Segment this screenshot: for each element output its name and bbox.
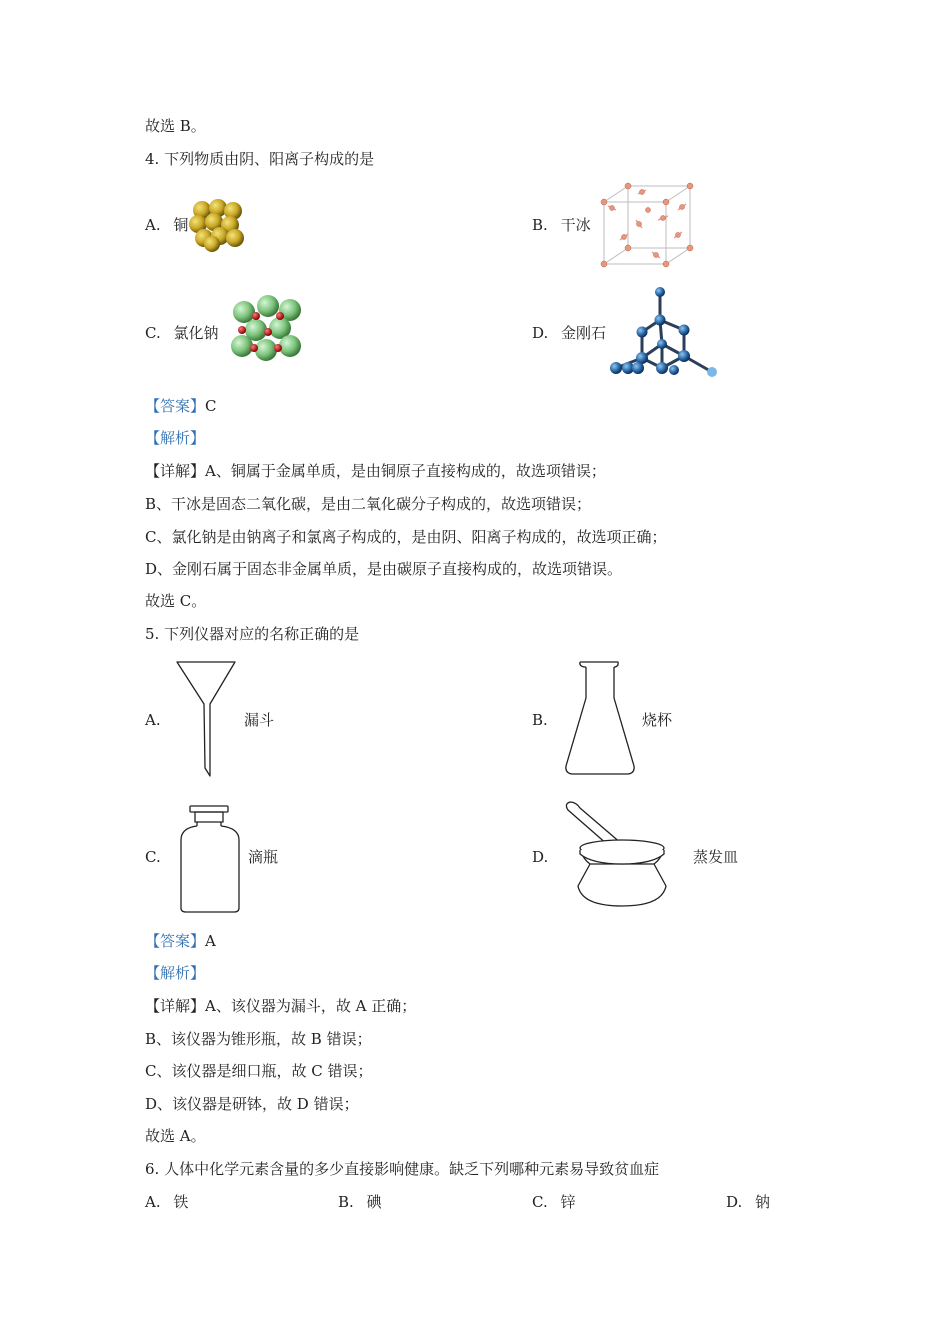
q5-answer-value: A [205,932,216,950]
q5-detail-line: C、该仪器是细口瓶，故 C 错误； [145,1062,373,1080]
q4-stem: 4. 下列物质由阴、阳离子构成的是 [145,150,375,168]
q5-detail-line: 【详解】A、该仪器为漏斗，故 A 正确； [145,997,417,1015]
q4-option-d [532,323,606,343]
q5-stem: 5. 下列仪器对应的名称正确的是 [145,625,360,643]
q4-option-b [532,215,591,235]
q6-option-b [338,1192,382,1212]
sodium-chloride-structure-image [228,296,304,364]
q5-option-b-letter: B. [532,711,548,729]
q6-option-d-letter: D. [726,1193,743,1211]
q6-option-a [145,1192,188,1212]
q5-option-a-letter: A. [145,711,161,729]
q4-answer-value: C [205,397,217,415]
q4-option-b-letter: B. [532,216,548,234]
q5-option-d-text: 蒸发皿 [693,848,739,866]
q5-conclusion: 故选 A。 [145,1127,206,1145]
q4-option-a-letter: A. [145,216,161,234]
q4-option-a-text: 铜 [173,216,189,234]
q6-option-a-text: 铁 [173,1193,189,1211]
q6-option-d [726,1192,770,1212]
q6-option-c-text: 锌 [560,1193,576,1211]
q4-detail-line: C、氯化钠是由钠离子和氯离子构成的，是由阴、阳离子构成的，故选项正确； [145,528,667,546]
q4-detail-line: B、干冰是固态二氧化碳，是由二氧化碳分子构成的，故选项错误； [145,495,592,513]
q6-option-b-letter: B. [338,1193,354,1211]
q4-analysis-tag: 【解析】 [145,429,206,447]
q4-answer-tag: 【答案】 [145,397,206,415]
q4-conclusion: 故选 C。 [145,592,207,610]
q4-option-d-text: 金刚石 [561,324,607,342]
diamond-structure-image [608,284,724,382]
q4-answer [145,396,217,416]
q4-option-c-text: 氯化钠 [173,324,219,342]
q4-option-c [145,323,219,343]
q4-option-a [145,215,188,235]
q4-detail-line: D、金刚石属于固态非金属单质，是由碳原子直接构成的，故选项错误。 [145,560,623,578]
prev-conclusion: 故选 B。 [145,117,206,135]
q5-detail-line: B、该仪器为锥形瓶，故 B 错误； [145,1030,372,1048]
q5-option-a-text: 漏斗 [244,711,275,729]
q4-detail-line: 【详解】A、铜属于金属单质，是由铜原子直接构成的，故选项错误； [145,462,606,480]
q6-option-c [532,1192,576,1212]
reagent-bottle-image [176,804,244,916]
q6-option-c-letter: C. [532,1193,548,1211]
copper-structure-image [188,198,248,253]
q6-option-b-text: 碘 [366,1193,382,1211]
conical-flask-image [562,660,638,778]
q5-answer [145,931,216,951]
q5-option-b-text: 烧杯 [642,711,673,729]
q5-option-c-text: 滴瓶 [248,848,279,866]
q5-option-d-letter: D. [532,848,549,866]
q4-option-d-letter: D. [532,324,549,342]
q6-stem: 6. 人体中化学元素含量的多少直接影响健康。缺乏下列哪种元素易导致贫血症 [145,1160,660,1178]
mortar-and-pestle-image [562,800,692,912]
q4-option-b-text: 干冰 [560,216,591,234]
q5-answer-tag: 【答案】 [145,932,206,950]
q6-option-d-text: 钠 [755,1193,771,1211]
q5-option-c-letter: C. [145,848,161,866]
q5-analysis-tag: 【解析】 [145,964,206,982]
q4-option-c-letter: C. [145,324,161,342]
dry-ice-structure-image [598,180,698,270]
q5-detail-line: D、该仪器是研钵，故 D 错误； [145,1095,359,1113]
funnel-image [174,660,238,780]
q6-option-a-letter: A. [145,1193,161,1211]
